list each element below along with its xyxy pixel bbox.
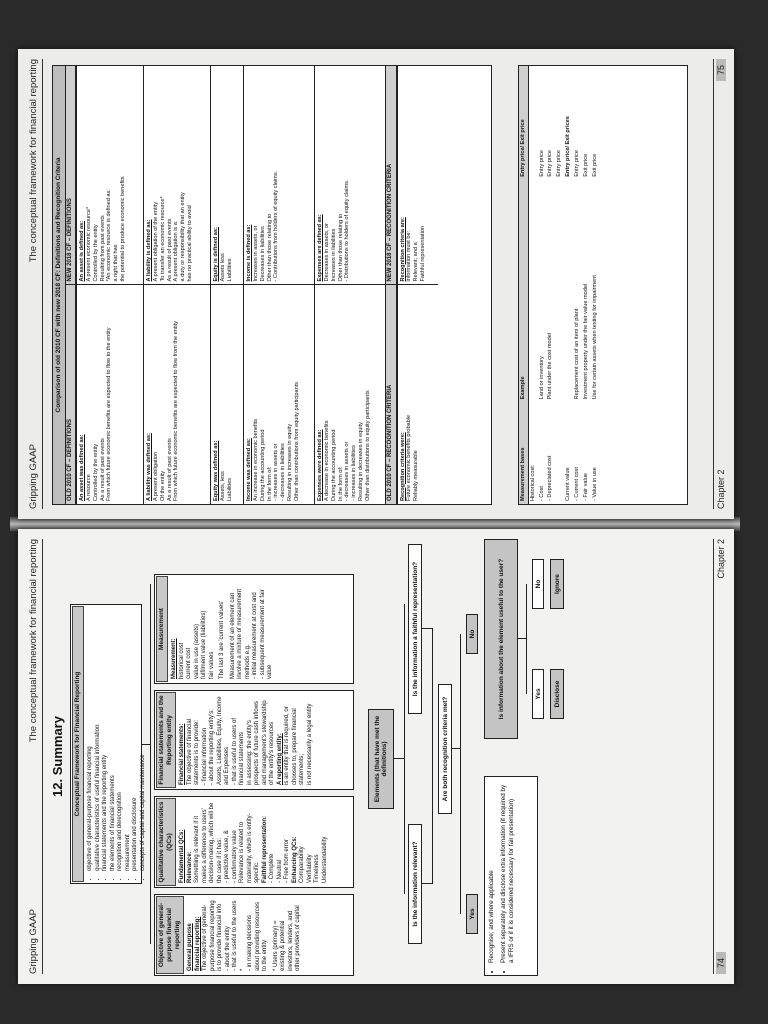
cell-line: Expenses were defined as: xyxy=(317,429,324,501)
cell-line: - increases in assets or xyxy=(273,443,280,501)
new-cell xyxy=(211,66,243,286)
cf-item: • the elements of financial statements xyxy=(110,609,118,871)
cell: - Current cost xyxy=(573,467,580,501)
cell-line: a right that has xyxy=(113,244,120,282)
fs-line: A reporting entity: xyxy=(276,733,283,785)
question-useful: Is information about the element useful to the user? xyxy=(484,539,518,739)
measurement-line: The last 3 are 'current values' xyxy=(219,600,226,679)
measurement-header-row xyxy=(519,66,528,504)
measurement-line: - subsequent measurement at fair value xyxy=(259,589,274,679)
cell-line: Assets less xyxy=(220,253,227,282)
qcs-line: Relevance: xyxy=(186,851,193,883)
recognition-header-row xyxy=(386,66,397,504)
cell: - Fair value xyxy=(582,473,589,501)
meas-col-heading: Example xyxy=(519,180,528,403)
cell-line: A present economic resource* xyxy=(86,206,93,282)
cell-line: *An economic resource is defined as: xyxy=(106,189,113,282)
cell-line: In the form of: xyxy=(266,466,273,501)
cell-line: A present obligation xyxy=(153,451,160,501)
cf-item: • objective of general-purpose financial reporting xyxy=(87,609,95,871)
cell xyxy=(555,402,564,504)
cell-line: a duty or responsibility that an entity xyxy=(180,192,187,282)
col-old-heading: OLD 2010 CF – DEFINITIONS xyxy=(66,286,76,505)
connector xyxy=(394,758,404,759)
cell-line: From which future economic benefits are expected to flow from the entity xyxy=(173,320,180,501)
table-row xyxy=(528,66,537,504)
cf-box xyxy=(70,604,146,884)
measurement-sub: Measurement: xyxy=(171,638,178,679)
right-page-number: 75 xyxy=(716,59,726,81)
cell-line: Other than distributions to equity participants xyxy=(364,390,371,501)
measurement-box xyxy=(154,574,354,684)
cell-line: An asset was defined as: xyxy=(79,434,86,501)
cell-line: Equity is defined as: xyxy=(213,227,220,282)
cell-line: A decrease in economic benefits xyxy=(324,420,331,501)
col-new-heading: NEW 2018 CF – DEFINITIONS xyxy=(66,66,76,286)
cell-line: Of the entity xyxy=(159,470,166,501)
cf-item: • financial statements and the reporting entity xyxy=(102,609,110,871)
cell-line: Increases in liabilities xyxy=(330,228,337,282)
table-row xyxy=(573,66,582,504)
connector xyxy=(150,584,151,944)
cell-line: As a result of past events xyxy=(99,438,106,501)
table-row xyxy=(144,66,211,504)
outcome-line: • Present separately and disclose extra information (if required by a IFRS or if it is considered necessary for fair presentation) xyxy=(500,781,516,963)
measurement-line: value in use (assets) xyxy=(193,623,200,679)
new-cell xyxy=(244,66,314,286)
cell-line: Controlled by the entity xyxy=(92,224,99,282)
cell xyxy=(555,180,564,403)
cf-item: • recognition and derecognition xyxy=(117,609,125,871)
cell: - Value in use xyxy=(591,467,598,501)
cell-line: Other than those relating to xyxy=(266,213,273,282)
fs-line: - about the reporting entity's: xyxy=(209,709,216,785)
cell-line: A resource xyxy=(86,474,93,501)
ignore-box: Ignore xyxy=(550,559,564,609)
cell-line: Decreases in assets, or xyxy=(324,223,331,282)
qcs-line: Understandability xyxy=(321,836,328,883)
cell-line: In the form of: xyxy=(337,466,344,501)
left-footer-chapter: Chapter 2 xyxy=(716,539,726,579)
table-row xyxy=(244,66,315,504)
connector xyxy=(422,628,432,629)
old-cell xyxy=(211,286,243,505)
qcs-box xyxy=(154,796,354,888)
meas-col-heading: Measurement bases xyxy=(519,402,528,504)
cell: Exit price xyxy=(582,153,589,177)
cell-line: Other than contributions from equity participants xyxy=(293,381,300,501)
cf-item: • concepts of capital and capital maintenance xyxy=(140,609,148,871)
objective-line: - in making decisions about providing resources to the entity xyxy=(247,901,269,971)
cell: Historical cost: xyxy=(529,464,536,501)
cf-item: • presentation and disclosure xyxy=(132,609,140,871)
cell-line: Liabilities xyxy=(226,477,233,501)
measurement-line: fair values xyxy=(208,651,215,679)
cell-line: Income was defined as: xyxy=(246,438,253,501)
objective-line: - that is useful to the users * xyxy=(232,900,246,971)
cell-line: During the accounting period xyxy=(259,429,266,501)
connector xyxy=(452,748,460,749)
cell-line: Liabilities xyxy=(226,258,233,282)
disclose-box: Disclose xyxy=(550,669,564,719)
cell-line: A liability is defined as: xyxy=(146,219,153,282)
cell-line: As a result of past events xyxy=(166,218,173,282)
table-row xyxy=(538,66,547,504)
cell-line: Resulting in increases in equity xyxy=(287,423,294,501)
cf-list xyxy=(87,609,147,879)
measurement-line: fulfilment value (liabilities) xyxy=(201,610,208,679)
qcs-line: Comparability xyxy=(299,846,306,883)
new-cell xyxy=(144,66,210,286)
comparison-header-row xyxy=(66,66,77,504)
connector xyxy=(142,744,150,745)
cell: Replacement cost of an item of plant xyxy=(573,308,580,400)
measurement-line: historical cost xyxy=(178,642,185,679)
fs-line: is an entity that is required, or chooses to, prepare financial statements; xyxy=(284,706,306,785)
cell: - Cost xyxy=(538,486,545,501)
qcs-line: - Free from error xyxy=(284,838,291,883)
elements-box: Elements (that have met the definitions) xyxy=(368,709,394,809)
right-footer xyxy=(713,59,728,509)
table-row xyxy=(315,66,386,504)
cell-line: Equity was defined as: xyxy=(213,440,220,501)
measurement-table xyxy=(518,65,688,505)
cell-line: Recognition criteria are: xyxy=(399,217,406,282)
cell-line: To transfer an economic resource* xyxy=(159,196,166,282)
cell-line: has no practical ability to avoid xyxy=(187,205,194,282)
table-row xyxy=(582,66,591,504)
table-row xyxy=(546,66,555,504)
cell: Entry price/ Exit prices xyxy=(565,116,572,177)
comparison-title: Comparison of old 2010 CF with new 2018 CF: Definitions and Recognition Criteria xyxy=(53,66,66,504)
cell: Current value xyxy=(565,467,572,501)
cell-line: - decreases in liabilities xyxy=(280,443,287,501)
cell: Land or inventory xyxy=(538,356,545,400)
right-footer-chapter: Chapter 2 xyxy=(716,469,726,509)
objective-sub: General purpose financial reporting: xyxy=(187,916,201,971)
connector xyxy=(526,584,527,694)
old-cell xyxy=(315,286,385,505)
measurement-line: - initial measurement at cost and xyxy=(252,592,259,679)
cell-line: Assets, less xyxy=(220,471,227,501)
cell xyxy=(528,66,537,180)
fs-line: - financial information xyxy=(201,727,208,785)
table-row xyxy=(555,66,564,504)
cell-line: Resulting from past events xyxy=(99,215,106,282)
no-label: No xyxy=(466,614,478,654)
comparison-table xyxy=(52,65,492,505)
right-running-header xyxy=(26,59,43,509)
table-row xyxy=(77,66,144,504)
old-cell xyxy=(244,286,314,505)
qcs-line: Enhancing QCs: xyxy=(291,836,298,883)
qcs-heading: Qualitative characteristics (QCs) xyxy=(156,798,176,886)
cell: Entry price xyxy=(547,150,554,177)
qcs-line: Relevance is related to materiality, which is entity-specific. xyxy=(239,813,261,883)
measurement-line: current cost xyxy=(186,647,193,679)
question-relevant: Is the information relevant? xyxy=(408,824,422,944)
qcs-line: - Complete xyxy=(269,853,276,883)
cf-item: • qualitative characteristics of useful financial information xyxy=(95,609,103,871)
no2-label: No xyxy=(532,559,544,609)
qcs-line: Timeliness xyxy=(314,854,321,883)
new-cell xyxy=(315,66,385,286)
connector xyxy=(422,883,432,884)
cell: Entry price xyxy=(538,150,545,177)
fs-line: Assets, Liabilities, Equity, Income and Expenses xyxy=(216,696,231,785)
table-row xyxy=(591,66,600,504)
cell-line: - Contributions from holders of equity claims. xyxy=(273,170,280,282)
connector xyxy=(460,634,461,914)
objective-line: * Users (primary) = existing & potential investors, lenders, and other providers of capital xyxy=(272,905,302,971)
yes-outcome-box xyxy=(484,776,538,976)
qcs-line: - confirmatory value xyxy=(231,830,238,883)
cell-line: A liability was defined as: xyxy=(146,433,153,501)
new-cell xyxy=(398,66,438,286)
cell-line: A present obligation is a: xyxy=(173,220,180,282)
cell xyxy=(528,180,537,403)
cell: Investment property under the fair value model xyxy=(582,283,589,400)
table-row xyxy=(564,66,573,504)
measurement-line: Measurement of an element can involve a mixture of measurement methods e.g. xyxy=(229,588,251,679)
old-cell xyxy=(77,286,143,505)
old-cell xyxy=(144,286,210,505)
rec-new-heading: NEW 2018 CF – RECOGNITION CRITERIA xyxy=(386,66,396,286)
question-faithful: Is the information a faithful representation? xyxy=(408,544,422,714)
fs-line: in assessing: the entity's prospects of future cash inflows and management's stewardship of the entity's resources xyxy=(246,700,276,785)
cell: - Depreciated cost xyxy=(547,455,554,501)
connector xyxy=(518,638,526,639)
connector xyxy=(404,604,405,894)
left-page xyxy=(18,529,734,984)
cell-line: Decreases in liabilities xyxy=(259,226,266,282)
cell-line: Income is defined as: xyxy=(246,224,253,282)
objective-box xyxy=(154,894,354,976)
right-header-book: Gripping GAAP xyxy=(28,444,39,509)
cell-line: An increase in economic benefits xyxy=(253,418,260,501)
left-running-header xyxy=(26,539,43,974)
cell-line: - Distributions to holders of equity claims. xyxy=(344,179,351,282)
left-page-number: 74 xyxy=(716,952,726,974)
cell-line: Faithful representation xyxy=(419,225,426,282)
connector xyxy=(432,628,433,884)
fs-sub: Financial statements: xyxy=(179,723,186,785)
cell: Entry price xyxy=(573,150,580,177)
left-header-book: Gripping GAAP xyxy=(28,909,39,974)
qcs-sub: Fundamental QCs: xyxy=(179,829,186,883)
cell-line: Increases in assets, or xyxy=(253,225,260,282)
objective-line: - about the entity xyxy=(224,926,231,971)
cell: Use for certain assets when testing for impairment xyxy=(591,275,598,400)
cell-line: Expenses are defined as: xyxy=(317,214,324,282)
cell: Exit price xyxy=(591,153,598,177)
cell-line: Future economic benefits probable xyxy=(406,414,413,501)
right-header-chapter: The conceptual framework for financial reporting xyxy=(28,59,39,263)
measurement-heading: Measurement xyxy=(156,576,168,682)
page-title: 12. Summary xyxy=(50,716,65,797)
cell-line: information must be: xyxy=(406,230,413,282)
fs-line: - that is useful to users of financial statements xyxy=(231,717,246,785)
left-footer xyxy=(713,539,728,974)
meas-col-heading: Entry price/ Exit price xyxy=(519,66,528,180)
qcs-line: Faithful representation: xyxy=(261,815,268,883)
new-cell xyxy=(77,66,143,286)
cell xyxy=(564,180,573,403)
fs-box xyxy=(154,690,354,790)
cell-line: Reliably measurable xyxy=(413,450,420,501)
cell-line: the potential to produce economic benefits xyxy=(120,176,127,282)
recognition-row xyxy=(398,66,438,504)
yes-label: Yes xyxy=(466,894,478,934)
fs-heading: Financial statements and the Reporting entity xyxy=(156,692,176,788)
qcs-line: Verifiability xyxy=(306,854,313,883)
objective-heading: Objective of general-purpose financial reporting xyxy=(156,896,184,974)
cell-line: - increases in liabilities xyxy=(351,445,358,501)
cell-line: - decreases in assets or xyxy=(344,441,351,501)
qcs-line: Something is relevant if it makes a difference to users' decision-making, which will be the case if it has: xyxy=(194,802,223,883)
cf-heading: Conceptual Framework for Financial Reporting xyxy=(72,606,84,882)
objective-line: The objective of general-purpose financial reporting is to provide financial info xyxy=(202,900,224,971)
table-row xyxy=(211,66,244,504)
qcs-line: - Neutral xyxy=(276,859,283,883)
cell: Entry price xyxy=(556,150,563,177)
cell: Plant under the cost model xyxy=(547,332,554,400)
right-page xyxy=(18,49,734,519)
cell-line: Resulting in decreases in equity xyxy=(358,422,365,501)
measurement-grid xyxy=(519,66,599,504)
rec-old-heading: OLD 2010 CF – RECOGNITION CRITERIA xyxy=(386,286,396,505)
cell-line: Controlled by the entity xyxy=(92,443,99,501)
fs-line: is not necessarily a legal entity xyxy=(306,703,313,785)
cell-line: Relevant; and a xyxy=(413,242,420,282)
cf-item: • measurement xyxy=(125,609,133,871)
outcome-line: • Recognise; and where applicable xyxy=(488,781,496,963)
cell-line: Other than those relating to xyxy=(337,213,344,282)
old-cell xyxy=(398,286,438,505)
qcs-line: - predictive value, & xyxy=(224,830,231,883)
cell-line: During the accounting period xyxy=(330,429,337,501)
fs-line: The objective of financial statements is to provide: xyxy=(186,718,201,785)
cell-line: A present obligation of the entity xyxy=(153,201,160,282)
question-both-met: Are both recognition criteria met? xyxy=(438,684,452,814)
cell-line: Recognition criteria were: xyxy=(399,432,406,501)
yes2-label: Yes xyxy=(532,669,544,719)
cell-line: From which future economic benefits are expected to flow to the entity xyxy=(106,327,113,501)
cell-line: As a result of past events xyxy=(166,438,173,501)
left-header-chapter: The conceptual framework for financial reporting xyxy=(28,539,39,743)
cell-line: An asset is defined as: xyxy=(79,220,86,282)
